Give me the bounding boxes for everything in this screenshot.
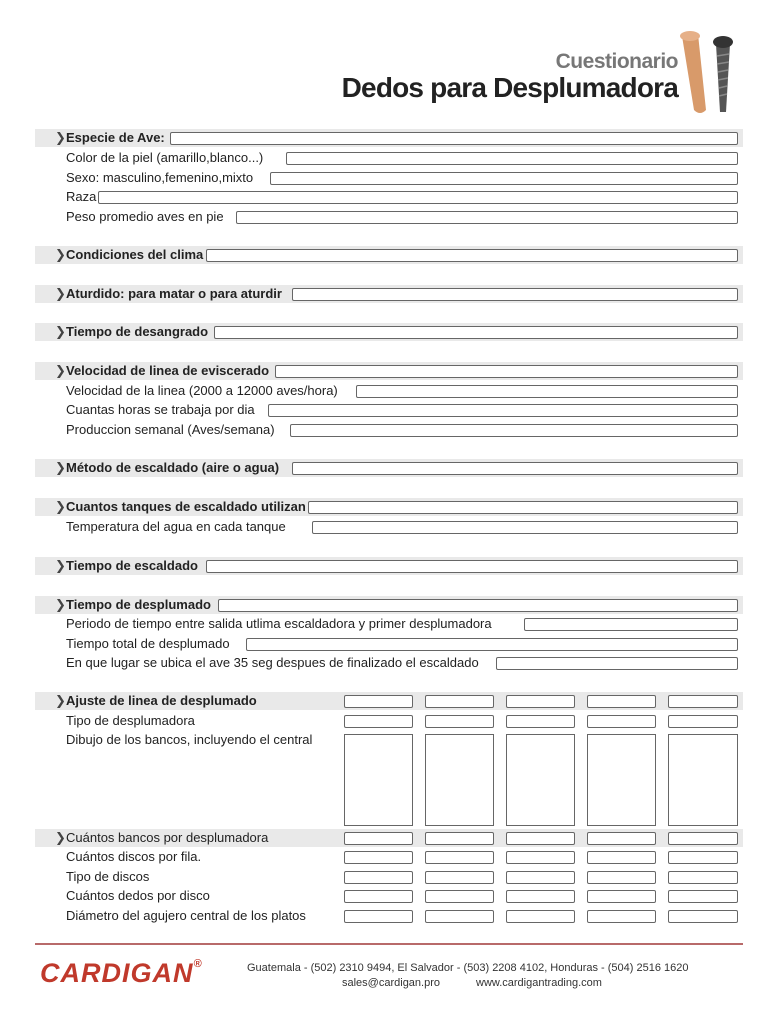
label-desplumado: Tiempo de desplumado bbox=[66, 597, 211, 612]
input-dedos-col5[interactable] bbox=[668, 890, 738, 903]
label-sexo: Sexo: masculino,femenino,mixto bbox=[66, 170, 254, 185]
input-discos-fila-col2[interactable] bbox=[425, 851, 494, 864]
input-discos-fila-col4[interactable] bbox=[587, 851, 656, 864]
input-diametro-col2[interactable] bbox=[425, 910, 494, 923]
input-tiempo-escaldado[interactable] bbox=[206, 560, 738, 573]
label-lugar: En que lugar se ubica el ave 35 seg despues de finalizado el escaldado bbox=[66, 655, 479, 670]
input-ajuste-col5[interactable] bbox=[668, 695, 738, 708]
label-produccion: Produccion semanal (Aves/semana) bbox=[66, 422, 275, 437]
footer-email[interactable]: sales@cardigan.pro bbox=[342, 977, 440, 989]
input-bancos-col3[interactable] bbox=[506, 832, 575, 845]
input-desplumado[interactable] bbox=[218, 599, 738, 612]
label-velocidad: Velocidad de linea de eviscerado bbox=[66, 363, 270, 378]
input-tipo-col5[interactable] bbox=[668, 715, 738, 728]
label-clima: Condiciones del clima bbox=[66, 247, 204, 262]
input-dedos-col4[interactable] bbox=[587, 890, 656, 903]
input-metodo[interactable] bbox=[292, 462, 738, 475]
footer-divider bbox=[35, 943, 743, 945]
chevron-right-icon: ❯ bbox=[55, 830, 66, 845]
input-bancos-col2[interactable] bbox=[425, 832, 494, 845]
label-ajuste: Ajuste de linea de desplumado bbox=[66, 693, 257, 708]
chevron-right-icon: ❯ bbox=[55, 460, 66, 475]
input-lugar[interactable] bbox=[496, 657, 738, 670]
chevron-right-icon: ❯ bbox=[55, 286, 66, 301]
input-dedos-col3[interactable] bbox=[506, 890, 575, 903]
input-ajuste-col2[interactable] bbox=[425, 695, 494, 708]
page-title: Dedos para Desplumadora bbox=[341, 72, 678, 103]
label-velocidad-linea: Velocidad de la linea (2000 a 12000 aves/hora) bbox=[66, 383, 338, 398]
plucker-finger-icon bbox=[676, 24, 744, 118]
drawing-box-col4[interactable] bbox=[587, 734, 656, 826]
input-ajuste-col3[interactable] bbox=[506, 695, 575, 708]
input-discos-fila-col1[interactable] bbox=[344, 851, 413, 864]
input-tipo-col2[interactable] bbox=[425, 715, 494, 728]
input-raza[interactable] bbox=[98, 191, 738, 204]
input-dedos-col2[interactable] bbox=[425, 890, 494, 903]
input-aturdido[interactable] bbox=[292, 288, 738, 301]
input-periodo[interactable] bbox=[524, 618, 738, 631]
label-temperatura: Temperatura del agua en cada tanque bbox=[66, 519, 286, 534]
input-bancos-col1[interactable] bbox=[344, 832, 413, 845]
label-horas: Cuantas horas se trabaja por dia bbox=[66, 402, 255, 417]
chevron-right-icon: ❯ bbox=[55, 597, 66, 612]
label-tipo-desplumadora: Tipo de desplumadora bbox=[66, 713, 195, 728]
input-sexo[interactable] bbox=[270, 172, 738, 185]
label-bancos: Cuántos bancos por desplumadora bbox=[66, 830, 269, 845]
label-aturdido: Aturdido: para matar o para aturdir bbox=[66, 286, 282, 301]
label-raza: Raza bbox=[66, 189, 97, 204]
input-produccion[interactable] bbox=[290, 424, 738, 437]
chevron-right-icon: ❯ bbox=[55, 363, 66, 378]
input-diametro-col5[interactable] bbox=[668, 910, 738, 923]
input-tipo-col4[interactable] bbox=[587, 715, 656, 728]
input-peso[interactable] bbox=[236, 211, 738, 224]
input-tipo-col3[interactable] bbox=[506, 715, 575, 728]
footer-phones: Guatemala - (502) 2310 9494, El Salvador - (503) 2208 4102, Honduras - (504) 2516 1620 bbox=[247, 962, 689, 974]
chevron-right-icon: ❯ bbox=[55, 693, 66, 708]
cardigan-logo: CARDIGAN® bbox=[40, 958, 203, 988]
input-temperatura[interactable] bbox=[312, 521, 738, 534]
input-tipo-discos-col2[interactable] bbox=[425, 871, 494, 884]
input-tipo-discos-col4[interactable] bbox=[587, 871, 656, 884]
chevron-right-icon: ❯ bbox=[55, 247, 66, 262]
chevron-right-icon: ❯ bbox=[55, 130, 66, 145]
input-discos-fila-col3[interactable] bbox=[506, 851, 575, 864]
drawing-box-col1[interactable] bbox=[344, 734, 413, 826]
input-tipo-discos-col3[interactable] bbox=[506, 871, 575, 884]
questionnaire-subtitle: Cuestionario bbox=[555, 50, 678, 73]
label-tiempo-total: Tiempo total de desplumado bbox=[66, 636, 230, 651]
label-metodo: Método de escaldado (aire o agua) bbox=[66, 460, 280, 475]
label-dibujo: Dibujo de los bancos, incluyendo el central bbox=[66, 732, 313, 747]
label-periodo: Periodo de tiempo entre salida utlima escaldadora y primer desplumadora bbox=[66, 616, 492, 631]
input-tipo-discos-col1[interactable] bbox=[344, 871, 413, 884]
label-tipo-discos: Tipo de discos bbox=[66, 869, 150, 884]
label-especie: Especie de Ave: bbox=[66, 130, 165, 145]
chevron-right-icon: ❯ bbox=[55, 499, 66, 514]
input-tipo-col1[interactable] bbox=[344, 715, 413, 728]
label-dedos-disco: Cuántos dedos por disco bbox=[66, 888, 210, 903]
input-desangrado[interactable] bbox=[214, 326, 738, 339]
label-tanques: Cuantos tanques de escaldado utilizan bbox=[66, 499, 306, 514]
label-discos-fila: Cuántos discos por fila. bbox=[66, 849, 202, 864]
input-horas[interactable] bbox=[268, 404, 738, 417]
input-color-piel[interactable] bbox=[286, 152, 738, 165]
input-tiempo-total[interactable] bbox=[246, 638, 738, 651]
input-diametro-col1[interactable] bbox=[344, 910, 413, 923]
input-bancos-col4[interactable] bbox=[587, 832, 656, 845]
input-velocidad[interactable] bbox=[275, 365, 738, 378]
input-bancos-col5[interactable] bbox=[668, 832, 738, 845]
drawing-box-col3[interactable] bbox=[506, 734, 575, 826]
drawing-box-col2[interactable] bbox=[425, 734, 494, 826]
input-clima[interactable] bbox=[206, 249, 738, 262]
label-color-piel: Color de la piel (amarillo,blanco...) bbox=[66, 150, 264, 165]
label-desangrado: Tiempo de desangrado bbox=[66, 324, 209, 339]
footer-website[interactable]: www.cardigantrading.com bbox=[476, 977, 602, 989]
input-diametro-col4[interactable] bbox=[587, 910, 656, 923]
input-tanques[interactable] bbox=[308, 501, 738, 514]
input-ajuste-col4[interactable] bbox=[587, 695, 656, 708]
chevron-right-icon: ❯ bbox=[55, 558, 66, 573]
input-especie[interactable] bbox=[170, 132, 738, 145]
label-peso: Peso promedio aves en pie bbox=[66, 209, 224, 224]
input-diametro-col3[interactable] bbox=[506, 910, 575, 923]
chevron-right-icon: ❯ bbox=[55, 324, 66, 339]
drawing-box-col5[interactable] bbox=[668, 734, 738, 826]
input-dedos-col1[interactable] bbox=[344, 890, 413, 903]
label-diametro: Diámetro del agujero central de los platos bbox=[66, 908, 306, 923]
input-tipo-discos-col5[interactable] bbox=[668, 871, 738, 884]
input-discos-fila-col5[interactable] bbox=[668, 851, 738, 864]
label-tiempo-escaldado: Tiempo de escaldado bbox=[66, 558, 198, 573]
input-velocidad-linea[interactable] bbox=[356, 385, 738, 398]
input-ajuste-col1[interactable] bbox=[344, 695, 413, 708]
